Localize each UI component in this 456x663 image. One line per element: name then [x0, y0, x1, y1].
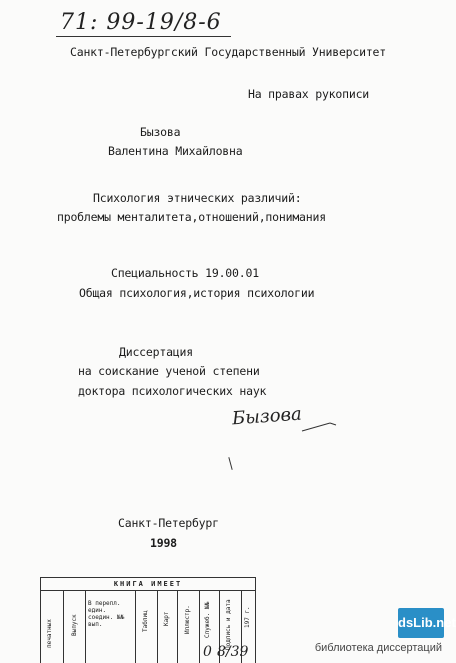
author-name: Валентина Михайловна: [108, 144, 243, 158]
specialty-line-1: Специальность 19.00.01: [111, 266, 259, 280]
signature-stroke: [300, 415, 340, 435]
stamp-handwritten-zero: 0: [203, 644, 212, 660]
year: 1998: [150, 536, 177, 550]
stamp-col-label-7: Служеб. №№: [204, 601, 211, 638]
watermark-caption: библиотека диссертаций: [314, 642, 442, 654]
handwritten-catalog-number: 71: 99-19/8-6: [60, 10, 222, 35]
stamp-handwritten-value: 8/39: [217, 644, 249, 660]
stamp-col-label-6: Иллюстр.: [184, 605, 191, 634]
stamp-column-5: [157, 590, 178, 663]
title-line-1: Психология этнических различий:: [93, 191, 302, 205]
title-line-2: проблемы менталитета,отношений,понимания: [57, 210, 326, 224]
stamp-col-label-8: Подпись и дата: [225, 599, 232, 650]
stamp-col-label-5: Карт: [163, 611, 170, 626]
stamp-col-label-4: Таблиц: [142, 610, 149, 632]
stamp-col-label-1: печатных: [46, 619, 53, 648]
mark-tick: [228, 457, 232, 470]
stamp-col-label-9: 197 г.: [244, 606, 251, 628]
dissertation-label: Диссертация: [119, 345, 193, 359]
stamp-col-label-2: Выпуск: [71, 614, 78, 636]
library-stamp: [40, 577, 256, 663]
stamp-col-label-3: В перепл. един. соедин. №№ вып.: [88, 600, 125, 628]
specialty-line-2: Общая психология,история психологии: [79, 286, 315, 300]
handwritten-underline: [56, 36, 231, 37]
degree-line-1: на соискание ученой степени: [78, 364, 260, 378]
watermark: [398, 608, 456, 638]
city: Санкт-Петербург: [118, 516, 219, 530]
author-surname: Бызова: [140, 125, 181, 139]
university-name: Санкт-Петербургский Государственный Университет: [70, 45, 387, 59]
author-signature: Бызова: [231, 403, 303, 430]
manuscript-rights: На правах рукописи: [248, 87, 370, 101]
stamp-title: КНИГА ИМЕЕТ: [41, 578, 255, 591]
degree-line-2: доктора психологических наук: [78, 384, 267, 398]
watermark-logo: dsLib.net: [398, 608, 444, 638]
